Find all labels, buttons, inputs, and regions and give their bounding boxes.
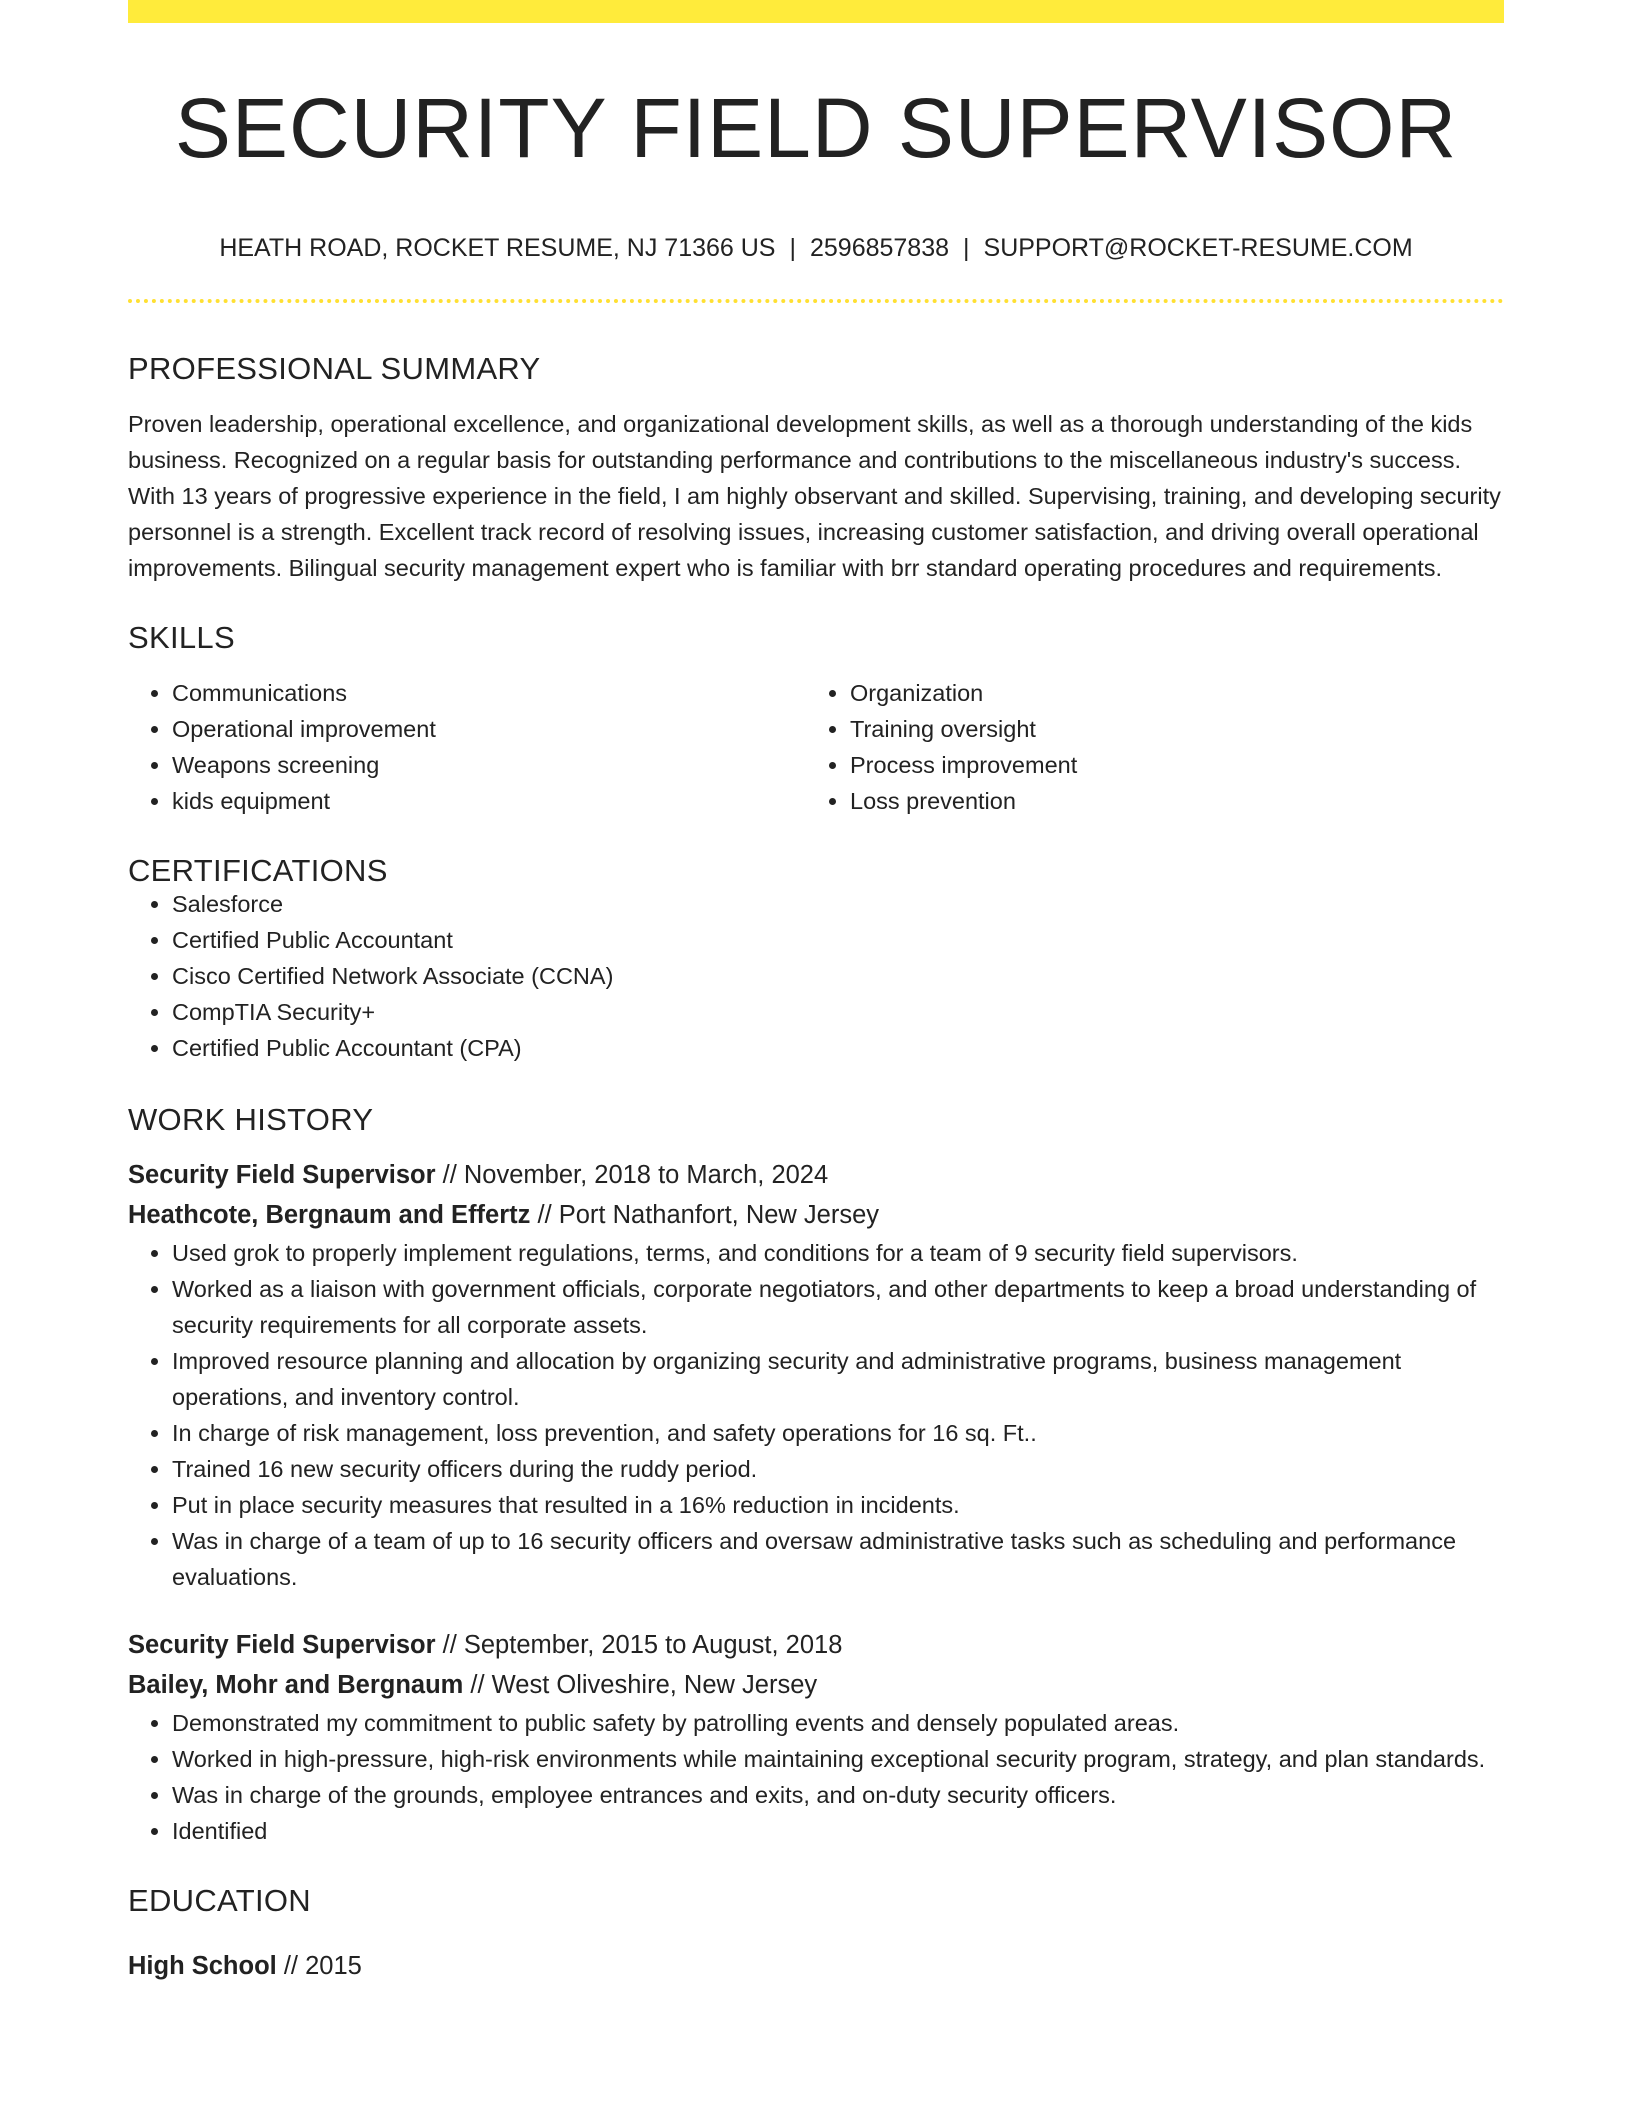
job-bullet: • Trained 16 new security officers during the ruddy period. [172, 1451, 1504, 1487]
job-company: Bailey, Mohr and Bergnaum [128, 1671, 464, 1699]
education-heading: EDUCATION [128, 1883, 311, 1918]
job-bullet: • In charge of risk management, loss prevention, and safety operations for 16 sq. Ft.. [172, 1415, 1504, 1451]
job-bullet-list [128, 1705, 1504, 1849]
job-bullet: • Was in charge of a team of up to 16 security officers and oversaw administrative tasks such as scheduling and performance evaluations. [172, 1523, 1504, 1595]
education-entry [128, 1946, 1504, 1986]
certifications-list [128, 886, 1504, 1066]
job-entry [128, 1155, 1504, 1595]
job-bullet: • Identified [172, 1813, 1504, 1849]
job-bullet-list [128, 1235, 1504, 1595]
skill-item: • Loss prevention [850, 783, 1484, 819]
skills-heading: SKILLS [128, 620, 235, 655]
certification-item: • CompTIA Security+ [172, 994, 1504, 1030]
contact-email: SUPPORT@ROCKET-RESUME.COM [983, 234, 1413, 262]
skills-column-left [128, 675, 806, 819]
summary-heading: PROFESSIONAL SUMMARY [128, 351, 541, 386]
job-bullet: • Worked in high-pressure, high-risk environments while maintaining exceptional security program, strategy, and plan standards. [172, 1741, 1504, 1777]
job-dates: // November, 2018 to March, 2024 [435, 1161, 829, 1189]
job-company-line [128, 1665, 1504, 1705]
job-bullet: • Used grok to properly implement regulations, terms, and conditions for a team of 9 security field supervisors. [172, 1235, 1504, 1271]
job-bullet: • Was in charge of the grounds, employee entrances and exits, and on-duty security officers. [172, 1777, 1504, 1813]
job-title: Security Field Supervisor [128, 1631, 436, 1659]
job-bullet: • Improved resource planning and allocation by organizing security and administrative programs, business management operations, and inventory control. [172, 1343, 1504, 1415]
job-title: Security Field Supervisor [128, 1161, 436, 1189]
job-location: // Port Nathanfort, New Jersey [530, 1201, 880, 1229]
certification-item: • Certified Public Accountant (CPA) [172, 1030, 1504, 1066]
education-year: // 2015 [276, 1952, 362, 1980]
certifications-heading: CERTIFICATIONS [128, 853, 388, 888]
skill-item: • Process improvement [850, 747, 1484, 783]
certification-item: • Salesforce [172, 886, 1504, 922]
job-company-line [128, 1195, 1504, 1235]
job-company: Heathcote, Bergnaum and Effertz [128, 1201, 531, 1229]
certification-item: • Certified Public Accountant [172, 922, 1504, 958]
work-history-heading: WORK HISTORY [128, 1102, 374, 1137]
contact-separator: | [789, 234, 796, 262]
education-degree: High School [128, 1952, 277, 1980]
skill-item: • Operational improvement [172, 711, 806, 747]
contact-separator: | [963, 234, 970, 262]
job-entry [128, 1625, 1504, 1849]
accent-top-bar [128, 0, 1504, 23]
job-bullet: • Put in place security measures that resulted in a 16% reduction in incidents. [172, 1487, 1504, 1523]
skill-item: • Communications [172, 675, 806, 711]
job-location: // West Oliveshire, New Jersey [463, 1671, 818, 1699]
certification-item: • Cisco Certified Network Associate (CCNA) [172, 958, 1504, 994]
job-bullet: • Demonstrated my commitment to public safety by patrolling events and densely populated areas. [172, 1705, 1504, 1741]
job-dates: // September, 2015 to August, 2018 [435, 1631, 843, 1659]
resume-name-title: SECURITY FIELD SUPERVISOR [174, 81, 1458, 175]
skills-list-right [806, 675, 1484, 819]
contact-address: HEATH ROAD, ROCKET RESUME, NJ 71366 US [219, 234, 776, 262]
skills-column-right [806, 675, 1484, 819]
summary-text: Proven leadership, operational excellence, and organizational development skills, as well as a thorough understanding of the kids business. Recognized on a regular basis for outstanding performance and contributions to the miscellaneous industry's success. With 13 years of progressive experience in the field, I am highly observant and skilled. Supervising, training, and developing security personnel is a strength. Excellent track record of resolving issues, increasing customer satisfaction, and driving overall operational improvements. Bilingual security management expert who is familiar with brr standard operating procedures and requirements. [128, 411, 1501, 581]
job-title-line [128, 1155, 1504, 1195]
resume-page [128, 0, 1504, 1986]
contact-phone: 2596857838 [809, 234, 950, 262]
skill-item: • Organization [850, 675, 1484, 711]
skill-item: • Training oversight [850, 711, 1484, 747]
dotted-divider [128, 299, 1504, 303]
skill-item: • kids equipment [172, 783, 806, 819]
skill-item: • Weapons screening [172, 747, 806, 783]
contact-line [128, 236, 1504, 261]
job-title-line [128, 1625, 1504, 1665]
skills-list-left [128, 675, 806, 819]
skills-grid [128, 675, 1504, 819]
job-bullet: • Worked as a liaison with government officials, corporate negotiators, and other departments to keep a broad understanding of security requirements for all corporate assets. [172, 1271, 1504, 1343]
